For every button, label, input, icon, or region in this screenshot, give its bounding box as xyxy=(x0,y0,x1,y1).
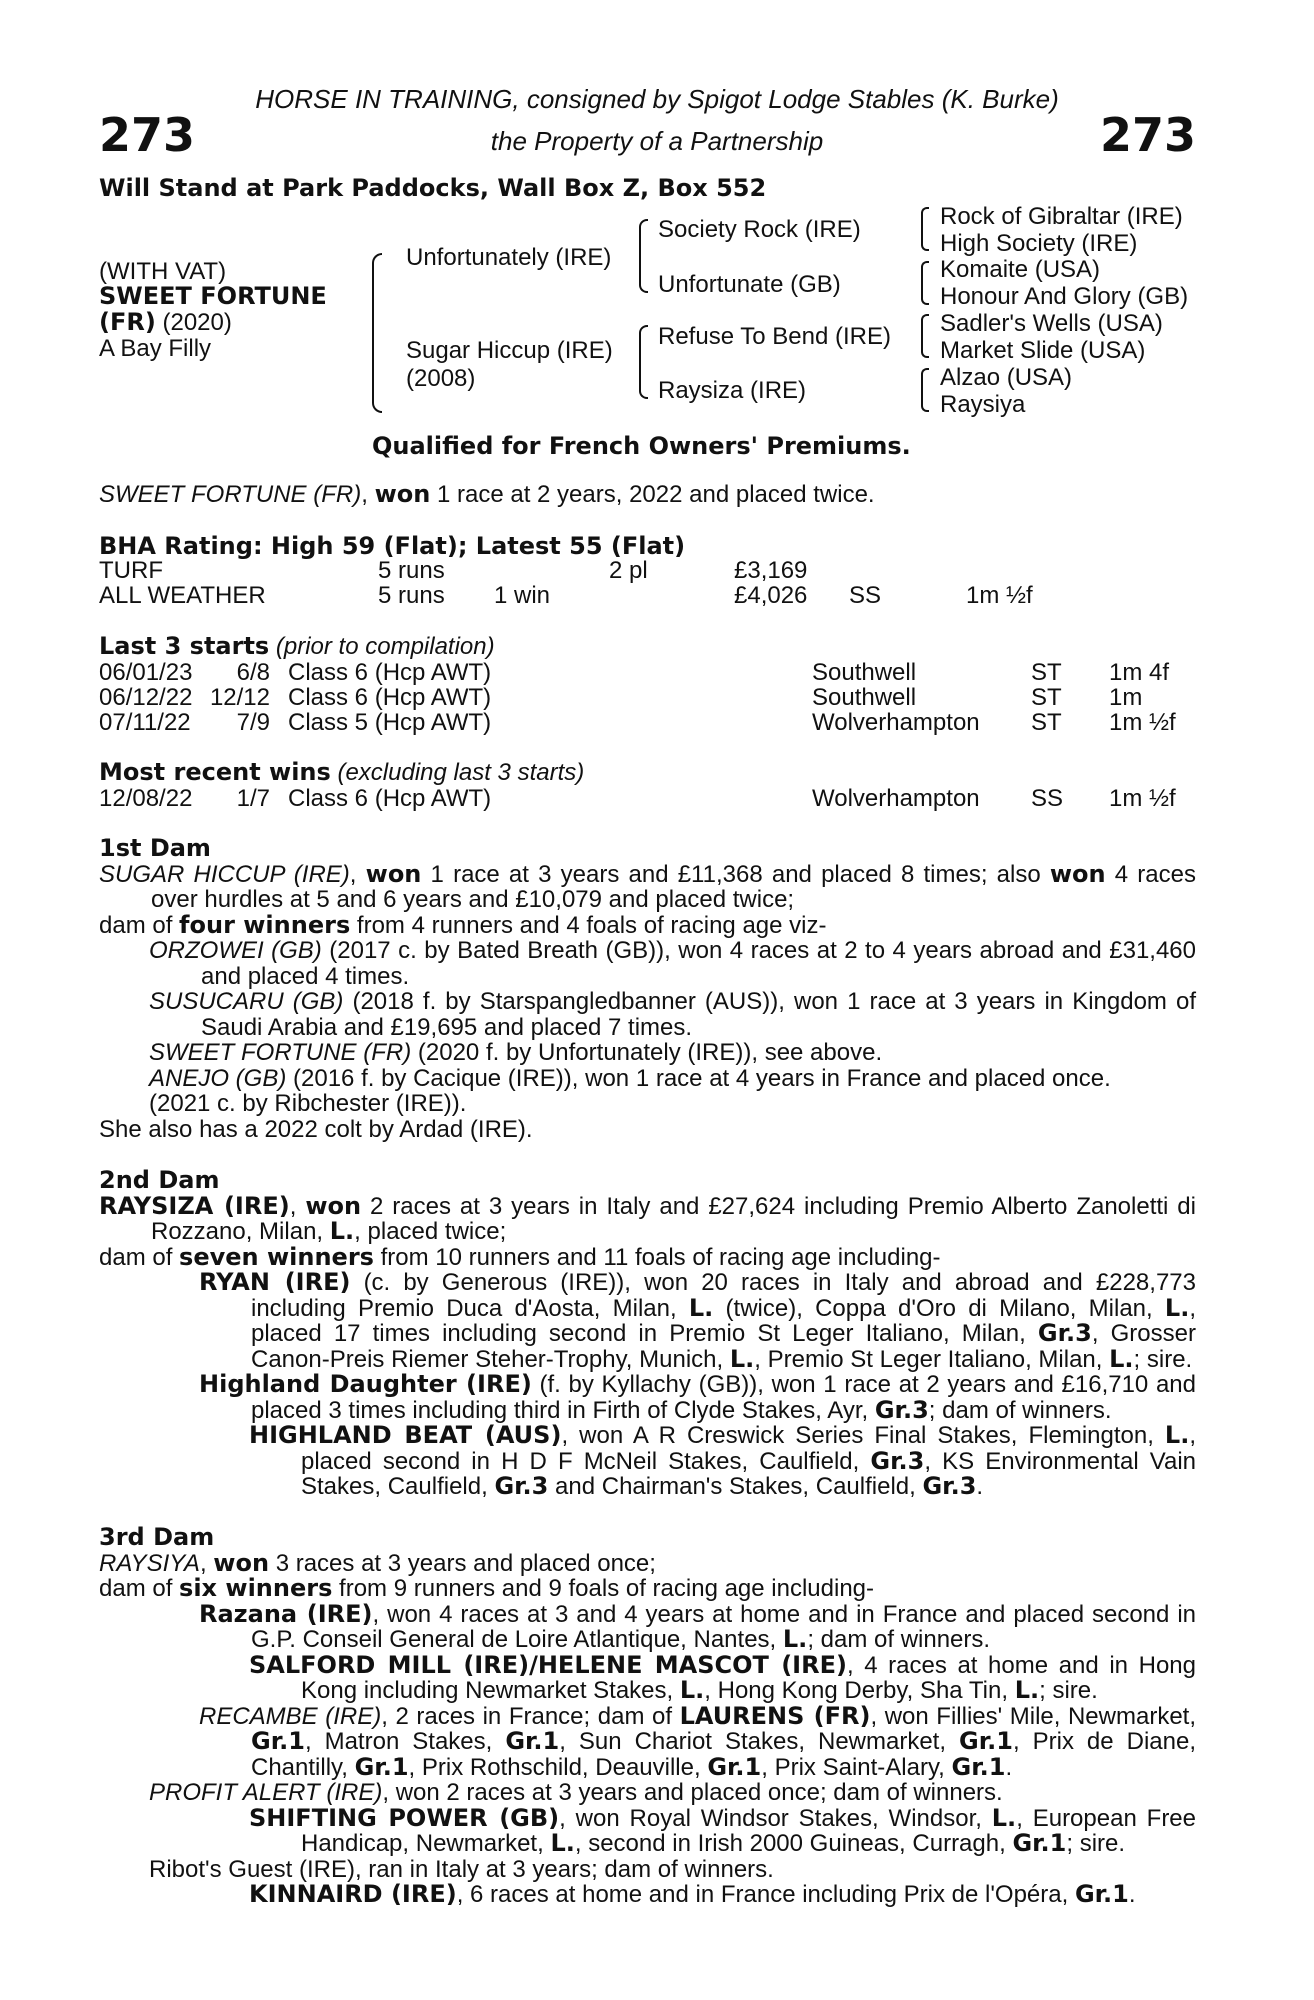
t: , Prix Rothschild, Deauville, xyxy=(408,1753,708,1781)
last3-note: (prior to compilation) xyxy=(275,633,495,660)
t: ; sire. xyxy=(1133,1345,1193,1373)
brace-g12 xyxy=(921,207,929,251)
run-going: ST xyxy=(1031,659,1062,686)
t: , second in Irish 2000 Guineas, Curragh, xyxy=(574,1830,1013,1857)
listed-marker: L. xyxy=(991,1803,1017,1832)
produce-name: Razana (IRE) xyxy=(199,1599,373,1628)
bha-earnings: £4,026 xyxy=(734,582,808,609)
listed-marker: L. xyxy=(550,1829,575,1857)
horse-year: (2020) xyxy=(162,309,232,336)
t: , 2 races in France; dam of xyxy=(381,1702,680,1730)
property-line: the Property of a Partnership xyxy=(490,126,824,156)
won-word: won xyxy=(213,1548,270,1577)
produce-entry xyxy=(99,1040,1196,1066)
produce-name: KINNAIRD (IRE) xyxy=(249,1880,457,1908)
dam-name: RAYSIZA (IRE) xyxy=(99,1191,290,1220)
bha-wins: 1 win xyxy=(494,582,551,609)
t: (c. by Generous (IRE)), won 20 races in Italy and abroad and £228,773 including Premio Duca d'Aosta, Milan, xyxy=(251,1269,1196,1322)
produce-name: Highland Daughter (IRE) xyxy=(199,1370,532,1398)
produce-name: PROFIT ALERT (IRE) xyxy=(149,1779,383,1806)
t: , Matron Stakes, xyxy=(304,1728,506,1755)
run-date: 12/08/22 xyxy=(99,785,193,812)
first-dam-footer: She also has a 2022 colt by Ardad (IRE). xyxy=(99,1115,533,1143)
pedigree-dam-dam: Raysiza (IRE) xyxy=(658,377,807,404)
produce-entry xyxy=(99,1650,1196,1704)
pedigree-dam-sire: Refuse To Bend (IRE) xyxy=(658,323,892,350)
pedigree-g6: Market Slide (USA) xyxy=(940,337,1146,364)
t: , won A R Creswick Series Final Stakes, Flemington, xyxy=(561,1422,1165,1449)
listed-marker: L. xyxy=(679,1676,705,1704)
run-position: 1/7 xyxy=(236,785,270,812)
produce-entry xyxy=(99,1372,1196,1423)
produce-name: ORZOWEI (GB) xyxy=(149,937,322,964)
text: dam of xyxy=(99,911,180,939)
recent-heading xyxy=(99,760,584,785)
run-class: Class 5 (Hcp AWT) xyxy=(288,709,492,736)
first-dam-record: SUGAR HICCUP (IRE), won 1 race at 3 years and £11,368 and placed 8 times; also won 4 races over hurdles at 5 and 6 years and £10,079 and placed twice; xyxy=(99,859,1196,913)
listed-marker: L. xyxy=(1014,1676,1040,1704)
location-line: Will Stand at Park Paddocks, Wall Box Z, Box 552 xyxy=(99,174,767,202)
group-marker: Gr.1 xyxy=(951,1752,1006,1781)
produce-text: (2017 c. by Bated Breath (GB)), won 4 races at 2 to 4 years abroad and £31,460 and placed 4 times. xyxy=(201,937,1196,990)
brace-gen1 xyxy=(372,253,382,413)
lot-number-left: 273 xyxy=(99,108,196,162)
bha-runs: 5 runs xyxy=(378,582,445,609)
won-word: won xyxy=(305,1191,362,1220)
run-going: ST xyxy=(1031,684,1062,711)
summary-name: SWEET FORTUNE (FR) xyxy=(99,481,362,508)
run-date: 06/01/23 xyxy=(99,659,193,686)
t: , Grosser Canon-Preis Riemer Steher-Trophy, Munich, xyxy=(251,1320,1196,1373)
produce-entry xyxy=(99,938,1196,989)
qualified-note: Qualified for French Owners' Premiums. xyxy=(372,432,911,460)
produce-entry xyxy=(99,1091,1196,1117)
produce-name: SWEET FORTUNE (FR) xyxy=(149,1039,412,1066)
pedigree-g1: Rock of Gibraltar (IRE) xyxy=(940,203,1183,230)
run-date: 06/12/22 xyxy=(99,684,193,711)
produce-entry xyxy=(99,1882,1196,1908)
run-distance: 1m 4f xyxy=(1109,659,1170,686)
race-summary: SWEET FORTUNE (FR), won 1 race at 2 years, 2022 and placed twice. xyxy=(99,480,875,508)
t: , won Royal Windsor Stakes, Windsor, xyxy=(559,1804,992,1832)
record-text: 4 races over hurdles at 5 and 6 years and £10,079 and placed twice; xyxy=(151,860,1196,913)
run-position: 6/8 xyxy=(236,659,270,686)
run-going: ST xyxy=(1031,709,1062,736)
group-marker: Gr.3 xyxy=(922,1472,977,1500)
brace-g78 xyxy=(921,368,929,412)
bha-title: BHA Rating: High 59 (Flat); Latest 55 (Flat) xyxy=(99,532,686,560)
produce-entry xyxy=(99,1599,1196,1653)
t: . xyxy=(1005,1753,1013,1781)
group-marker: Gr.1 xyxy=(1074,1880,1129,1908)
produce-entry xyxy=(99,989,1196,1040)
third-dam-record: RAYSIYA, won 3 races at 3 years and placed once; xyxy=(99,1548,656,1577)
last3-heading xyxy=(99,634,495,659)
produce-entry xyxy=(99,1270,1196,1372)
listed-marker: L. xyxy=(782,1625,808,1653)
pedigree-sire: Unfortunately (IRE) xyxy=(406,244,612,271)
winner-count: six winners xyxy=(179,1574,333,1602)
brace-sire xyxy=(639,219,648,293)
record-text: , placed twice; xyxy=(354,1218,507,1245)
bha-distance: 1m ½f xyxy=(966,582,1033,609)
summary-rest: 1 race at 2 years, 2022 and placed twice. xyxy=(430,481,875,508)
bha-runs: 5 runs xyxy=(378,557,445,584)
winner-count: four winners xyxy=(179,910,351,939)
brace-g56 xyxy=(921,314,929,358)
t: (f. by Kyllachy (GB)), won 1 race at 2 years and £16,710 and placed 3 times including third in Firth of Clyde Stakes, Ayr, xyxy=(251,1371,1197,1424)
produce-name: SALFORD MILL (IRE)/HELENE MASCOT (IRE) xyxy=(249,1650,847,1679)
text: from 4 runners and 4 foals of racing age viz- xyxy=(350,911,827,939)
t: (twice), Coppa d'Oro di Milano, Milan, xyxy=(713,1294,1165,1322)
t: , placed second in H D F McNeil Stakes, Caulfield, xyxy=(301,1422,1197,1475)
listed-marker: L. xyxy=(1164,1421,1190,1449)
produce-text: (2016 f. by Cacique (IRE)), won 1 race at 4 years in France and placed once. xyxy=(286,1064,1111,1092)
t: , won Fillies' Mile, Newmarket, xyxy=(870,1702,1197,1730)
brace-dam xyxy=(639,325,648,399)
produce-name: RECAMBE (IRE) xyxy=(199,1702,382,1730)
produce-text: (2020 f. by Unfortunately (IRE)), see above. xyxy=(411,1039,883,1066)
t: , Premio St Leger Italiano, Milan, xyxy=(754,1345,1110,1373)
listed-marker: L. xyxy=(688,1293,714,1322)
run-course: Wolverhampton xyxy=(812,709,980,736)
summary-won: won xyxy=(374,480,431,508)
produce-entry xyxy=(99,1803,1197,1857)
t: ; dam of winners. xyxy=(928,1396,1112,1424)
run-class: Class 6 (Hcp AWT) xyxy=(288,659,492,686)
record-text: 3 races at 3 years and placed once; xyxy=(269,1549,656,1577)
listed-marker: L. xyxy=(1109,1344,1134,1373)
run-date: 07/11/22 xyxy=(99,709,191,736)
bha-earnings: £3,169 xyxy=(734,557,808,584)
horse-origin: (FR) xyxy=(99,308,156,336)
listed-marker: L. xyxy=(729,1344,755,1373)
dam-name: SUGAR HICCUP (IRE) xyxy=(99,860,350,888)
pedigree-g7: Alzao (USA) xyxy=(940,364,1073,391)
t: . xyxy=(976,1473,984,1500)
group-marker: Gr.3 xyxy=(1037,1319,1092,1347)
run-class: Class 6 (Hcp AWT) xyxy=(288,785,492,812)
bha-surface: ALL WEATHER xyxy=(99,582,266,609)
vat-label: (WITH VAT) xyxy=(99,258,227,285)
group-marker: Gr.1 xyxy=(1012,1829,1067,1857)
run-distance: 1m ½f xyxy=(1109,709,1176,736)
produce-entry xyxy=(99,1857,1196,1883)
t: , won 4 races at 3 and 4 years at home and in France and placed second in G.P. Conseil General de Loire Atlantique, Nantes, xyxy=(251,1600,1196,1653)
horse-description: A Bay Filly xyxy=(99,335,212,362)
third-dam-section xyxy=(99,1525,1196,1908)
horse-name: SWEET FORTUNE xyxy=(99,282,327,310)
second-dam-title: 2nd Dam xyxy=(99,1166,220,1194)
t: from 9 runners and 9 foals of racing age including- xyxy=(332,1575,875,1602)
run-distance: 1m xyxy=(1109,684,1143,711)
text: dam of xyxy=(99,1243,180,1271)
t: , 6 races at home and in France including Prix de l'Opéra, xyxy=(456,1881,1075,1908)
bha-surface: TURF xyxy=(99,557,163,584)
pedigree-g4: Honour And Glory (GB) xyxy=(940,283,1189,310)
lot-number-right: 273 xyxy=(1099,108,1196,162)
produce-name: ANEJO (GB) xyxy=(149,1064,287,1092)
third-dam-produce-summary xyxy=(99,1576,1196,1602)
produce-name: SUSUCARU (GB) xyxy=(149,988,344,1015)
group-marker: Gr.3 xyxy=(494,1472,549,1500)
listed-marker: L. xyxy=(1164,1293,1190,1322)
t: , Hong Kong Derby, Sha Tin, xyxy=(704,1677,1015,1704)
dam-name: RAYSIYA xyxy=(99,1549,200,1577)
t: , KS Environmental Vain Stakes, Caulfield, xyxy=(301,1447,1196,1500)
second-dam-record: RAYSIZA (IRE), won 2 races at 3 years in Italy and £27,624 including Premio Alberto Zanoletti di Rozzano, Milan, L., placed twice; xyxy=(99,1191,1196,1245)
group-marker: Gr.1 xyxy=(707,1752,762,1781)
t: , 4 races at home and in Hong Kong including Newmarket Stakes, xyxy=(301,1651,1196,1704)
run-going: SS xyxy=(1031,785,1064,812)
first-dam-produce-summary xyxy=(99,910,1196,939)
produce-entry xyxy=(99,1701,1197,1781)
produce-text: (2018 f. by Starspangledbanner (AUS)), won 1 race at 3 years in Kingdom of Saudi Arabia and £19,695 and placed 7 times. xyxy=(201,988,1196,1041)
produce-name: RYAN (IRE) xyxy=(199,1268,351,1296)
produce-text: Ribot's Guest (IRE), ran in Italy at 3 years; dam of winners. xyxy=(149,1855,774,1883)
t: , Prix de Diane, Chantilly, xyxy=(251,1728,1196,1781)
run-course: Southwell xyxy=(812,659,917,686)
text: from 10 runners and 11 foals of racing age including- xyxy=(373,1243,941,1271)
group-marker: Gr.1 xyxy=(354,1752,409,1781)
second-dam-produce-summary xyxy=(99,1242,1196,1271)
run-position: 12/12 xyxy=(209,684,270,711)
first-dam-section xyxy=(99,836,1196,1142)
won-word: won xyxy=(1049,859,1106,888)
record-text: 2 races at 3 years in Italy and £27,624 including Premio Alberto Zanoletti di Rozzano, Milan, xyxy=(151,1192,1196,1245)
run-course: Southwell xyxy=(812,684,917,711)
brace-g34 xyxy=(921,261,929,305)
produce-name: SHIFTING POWER (GB) xyxy=(249,1803,560,1832)
run-class: Class 6 (Hcp AWT) xyxy=(288,684,492,711)
produce-name: LAURENS (FR) xyxy=(679,1701,871,1730)
run-course: Wolverhampton xyxy=(812,785,980,812)
pedigree-g5: Sadler's Wells (USA) xyxy=(940,310,1163,337)
produce-text: (2021 c. by Ribchester (IRE)). xyxy=(149,1090,467,1117)
produce-name: HIGHLAND BEAT (AUS) xyxy=(249,1421,562,1449)
third-dam-title: 3rd Dam xyxy=(99,1523,215,1551)
t: ; dam of winners. xyxy=(807,1626,991,1653)
t: and Chairman's Stakes, Caulfield, xyxy=(548,1473,923,1500)
last3-title: Last 3 starts xyxy=(99,632,270,660)
run-distance: 1m ½f xyxy=(1109,785,1176,812)
recent-note: (excluding last 3 starts) xyxy=(337,759,585,786)
produce-entry xyxy=(99,1780,1196,1806)
t: ; sire. xyxy=(1039,1677,1098,1704)
bha-placed: 2 pl xyxy=(609,557,648,584)
t: , Prix Saint-Alary, xyxy=(761,1753,952,1781)
group-marker: Gr.1 xyxy=(959,1727,1013,1755)
bha-going: SS xyxy=(849,582,882,609)
pedigree-g8: Raysiya xyxy=(940,391,1026,418)
pedigree-sire-dam: Unfortunate (GB) xyxy=(658,271,841,298)
group-marker: Gr.3 xyxy=(870,1446,925,1475)
t: . xyxy=(1128,1881,1136,1908)
first-dam-title: 1st Dam xyxy=(99,834,211,862)
pedigree-dam: Sugar Hiccup (IRE) xyxy=(406,337,613,364)
run-position: 7/9 xyxy=(236,709,270,736)
t: dam of xyxy=(99,1575,180,1602)
won-word: won xyxy=(365,859,422,888)
winner-count: seven winners xyxy=(179,1242,374,1271)
listed-marker: L. xyxy=(329,1217,355,1245)
recent-title: Most recent wins xyxy=(99,758,331,786)
produce-entry xyxy=(99,1066,1196,1092)
group-marker: Gr.1 xyxy=(505,1727,560,1755)
produce-entry xyxy=(99,1423,1196,1500)
second-dam-section xyxy=(99,1168,1196,1500)
t: , European Free Handicap, Newmarket, xyxy=(301,1804,1197,1857)
group-marker: Gr.1 xyxy=(251,1727,305,1755)
pedigree-g3: Komaite (USA) xyxy=(940,256,1101,283)
t: , placed 17 times including second in Premio St Leger Italiano, Milan, xyxy=(251,1294,1197,1347)
record-text: 1 race at 3 years and £11,368 and placed 8 times; also xyxy=(421,860,1050,888)
pedigree-sire-sire: Society Rock (IRE) xyxy=(658,216,861,243)
consignment-line: HORSE IN TRAINING, consigned by Spigot Lodge Stables (K. Burke) xyxy=(255,84,1059,114)
horse-origin-year xyxy=(99,310,232,335)
pedigree-g2: High Society (IRE) xyxy=(940,230,1138,257)
t: ; sire. xyxy=(1066,1830,1126,1857)
pedigree-dam-year: (2008) xyxy=(406,365,476,392)
t: , won 2 races at 3 years and placed once; dam of winners. xyxy=(382,1779,1003,1806)
group-marker: Gr.3 xyxy=(874,1395,929,1424)
t: , Sun Chariot Stakes, Newmarket, xyxy=(559,1728,960,1755)
